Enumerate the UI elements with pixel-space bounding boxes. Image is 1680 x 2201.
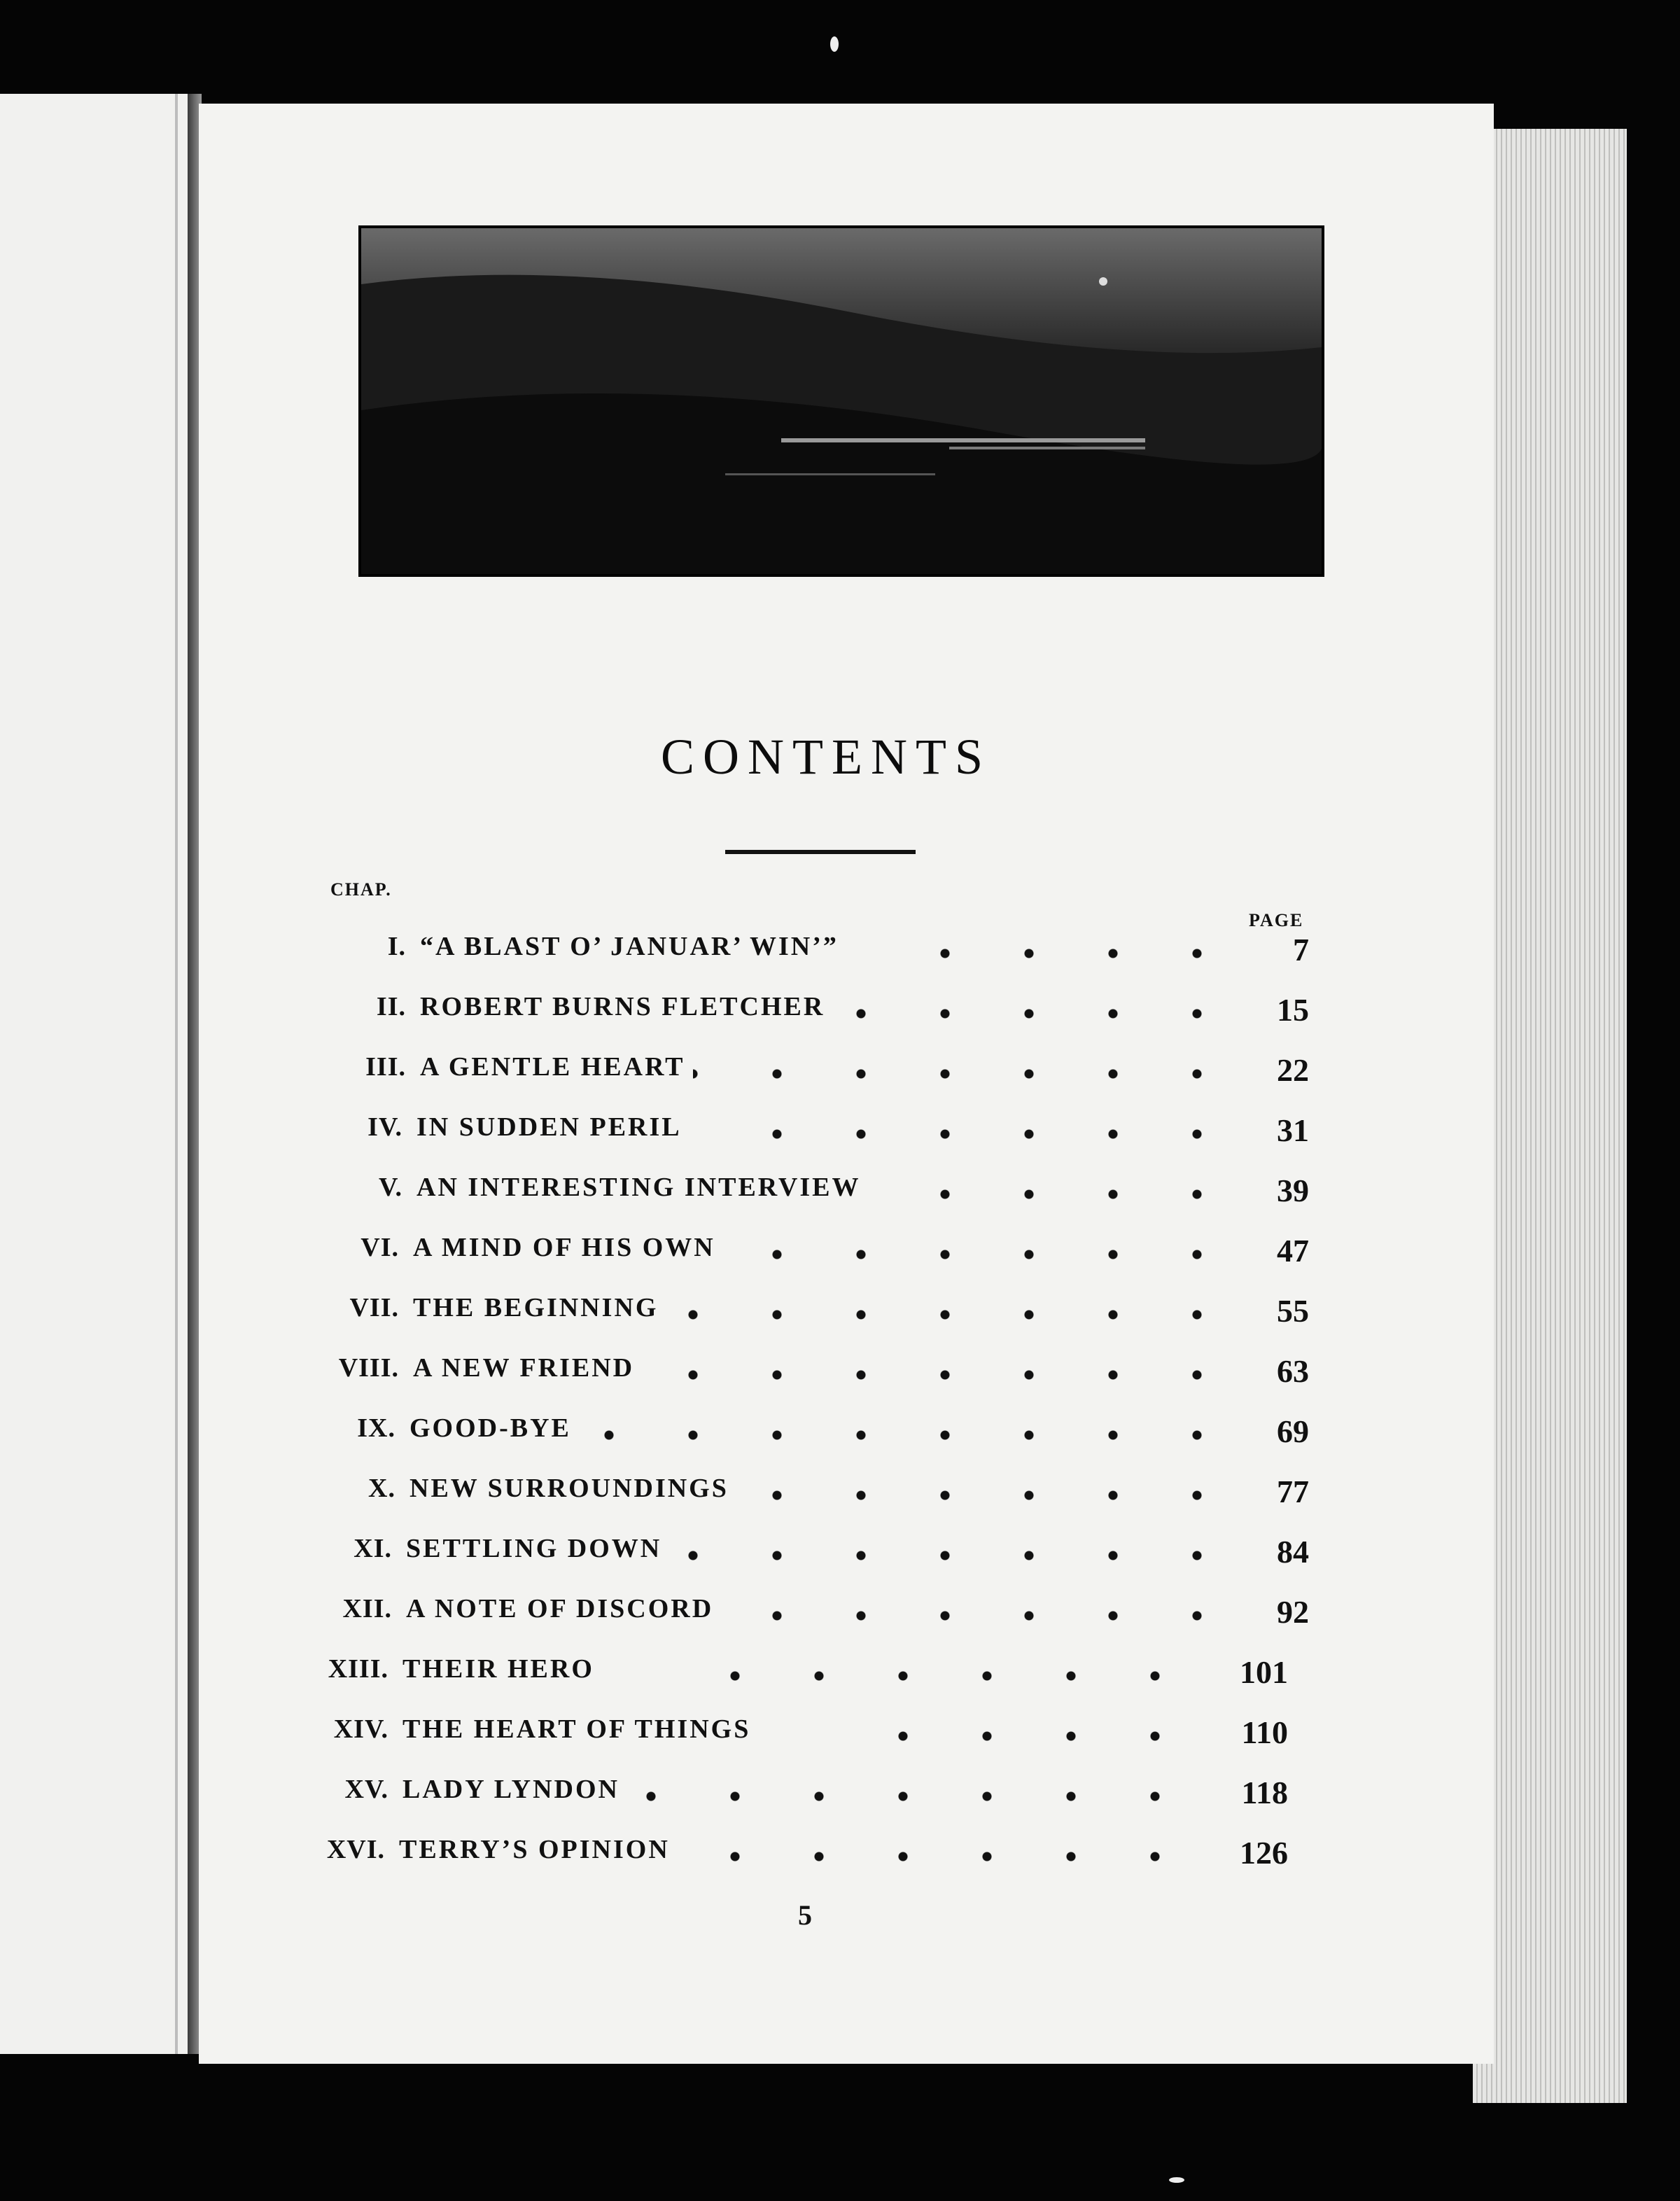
page-number: 84	[1277, 1534, 1309, 1570]
contents-heading: CONTENTS	[661, 729, 991, 785]
toc-entry	[0, 931, 1680, 980]
page-number: 126	[1240, 1835, 1288, 1871]
dot-leader	[679, 1308, 1239, 1322]
chapter-title: “A BLAST O’ JANUAR’ WIN’”	[420, 932, 839, 961]
table-of-contents	[0, 931, 1680, 1897]
chapter-number: I.	[387, 932, 406, 961]
page-number: 7	[1293, 932, 1309, 967]
toc-entry	[0, 1353, 1680, 1402]
toc-entry	[0, 1533, 1680, 1582]
chapter-title: A NOTE OF DISCORD	[406, 1594, 714, 1623]
dot-leader	[595, 1428, 1239, 1442]
page-number: 22	[1277, 1052, 1309, 1088]
chapter-title: LADY LYNDON	[402, 1775, 620, 1804]
toc-entry	[0, 1292, 1680, 1341]
chapter-number: V.	[378, 1173, 402, 1202]
chapter-title: AN INTERESTING INTERVIEW	[416, 1173, 861, 1202]
toc-entry	[0, 1593, 1680, 1642]
chapter-number: VII.	[349, 1293, 399, 1322]
header-photograph	[358, 225, 1324, 577]
toc-entry	[0, 1413, 1680, 1462]
page-column-label: PAGE	[1249, 910, 1304, 930]
dot-leader	[637, 1789, 1197, 1803]
page-number: 55	[1277, 1293, 1309, 1329]
chapter-title: SETTLING DOWN	[406, 1534, 662, 1563]
toc-entry	[0, 1172, 1680, 1221]
chapter-title: TERRY’S OPINION	[399, 1835, 670, 1864]
page-number: 101	[1240, 1654, 1288, 1690]
chapter-number: VIII.	[338, 1353, 399, 1383]
dot-leader	[679, 1850, 1197, 1864]
dust-speck	[830, 36, 839, 52]
dot-leader	[693, 1067, 1239, 1081]
dot-leader	[882, 946, 1239, 960]
chapter-number: XI.	[354, 1534, 392, 1563]
toc-entry	[0, 1834, 1680, 1883]
chapter-title: THE BEGINNING	[413, 1293, 659, 1322]
chapter-number: II.	[376, 992, 406, 1021]
toc-entry	[0, 1232, 1680, 1281]
dot-leader	[847, 1729, 1197, 1743]
page-number: 39	[1277, 1173, 1309, 1208]
chapter-number: IX.	[357, 1413, 396, 1443]
chapter-number: XVI.	[326, 1835, 385, 1864]
toc-entry	[0, 1654, 1680, 1703]
chapter-title: NEW SURROUNDINGS	[410, 1474, 729, 1503]
page-number: 69	[1277, 1413, 1309, 1449]
dot-leader	[763, 1248, 1239, 1262]
chapter-title: ROBERT BURNS FLETCHER	[420, 992, 825, 1021]
page-number: 31	[1277, 1112, 1309, 1148]
toc-entry	[0, 991, 1680, 1040]
chapter-number: XIV.	[333, 1714, 388, 1744]
chapter-number: VI.	[360, 1233, 399, 1262]
chap-column-label: CHAP.	[330, 879, 392, 900]
chapter-number: IV.	[368, 1112, 402, 1142]
toc-entry	[0, 1051, 1680, 1100]
page-number: 77	[1277, 1474, 1309, 1509]
dot-leader	[763, 1609, 1239, 1623]
page-number: 110	[1241, 1714, 1288, 1750]
chapter-number: III.	[365, 1052, 406, 1082]
dust-speck	[1169, 2177, 1184, 2183]
chapter-number: XV.	[344, 1775, 388, 1804]
chapter-title: IN SUDDEN PERIL	[416, 1112, 682, 1142]
chapter-title: THE HEART OF THINGS	[402, 1714, 751, 1744]
dot-leader	[833, 1007, 1239, 1021]
dot-leader	[735, 1127, 1239, 1141]
chapter-title: A GENTLE HEART	[420, 1052, 685, 1082]
heading-rule	[725, 850, 916, 854]
chapter-title: A MIND OF HIS OWN	[413, 1233, 715, 1262]
page-number: 118	[1241, 1775, 1288, 1810]
folio-page-number: 5	[798, 1899, 812, 1931]
page-number: 63	[1277, 1353, 1309, 1389]
chapter-title: A NEW FRIEND	[413, 1353, 635, 1383]
toc-entry	[0, 1112, 1680, 1161]
chapter-number: XII.	[342, 1594, 392, 1623]
page-number: 15	[1277, 992, 1309, 1028]
dot-leader	[903, 1187, 1239, 1201]
dot-leader	[763, 1488, 1239, 1502]
chapter-title: GOOD-BYE	[410, 1413, 571, 1443]
dot-leader	[679, 1549, 1239, 1563]
toc-entry	[0, 1714, 1680, 1763]
page-number: 47	[1277, 1233, 1309, 1269]
chapter-number: XIII.	[328, 1654, 388, 1684]
chapter-title: THEIR HERO	[402, 1654, 594, 1684]
toc-entry	[0, 1774, 1680, 1823]
toc-entry	[0, 1473, 1680, 1522]
chapter-number: X.	[368, 1474, 396, 1503]
dot-leader	[679, 1669, 1197, 1683]
page-number: 92	[1277, 1594, 1309, 1630]
dot-leader	[679, 1368, 1239, 1382]
